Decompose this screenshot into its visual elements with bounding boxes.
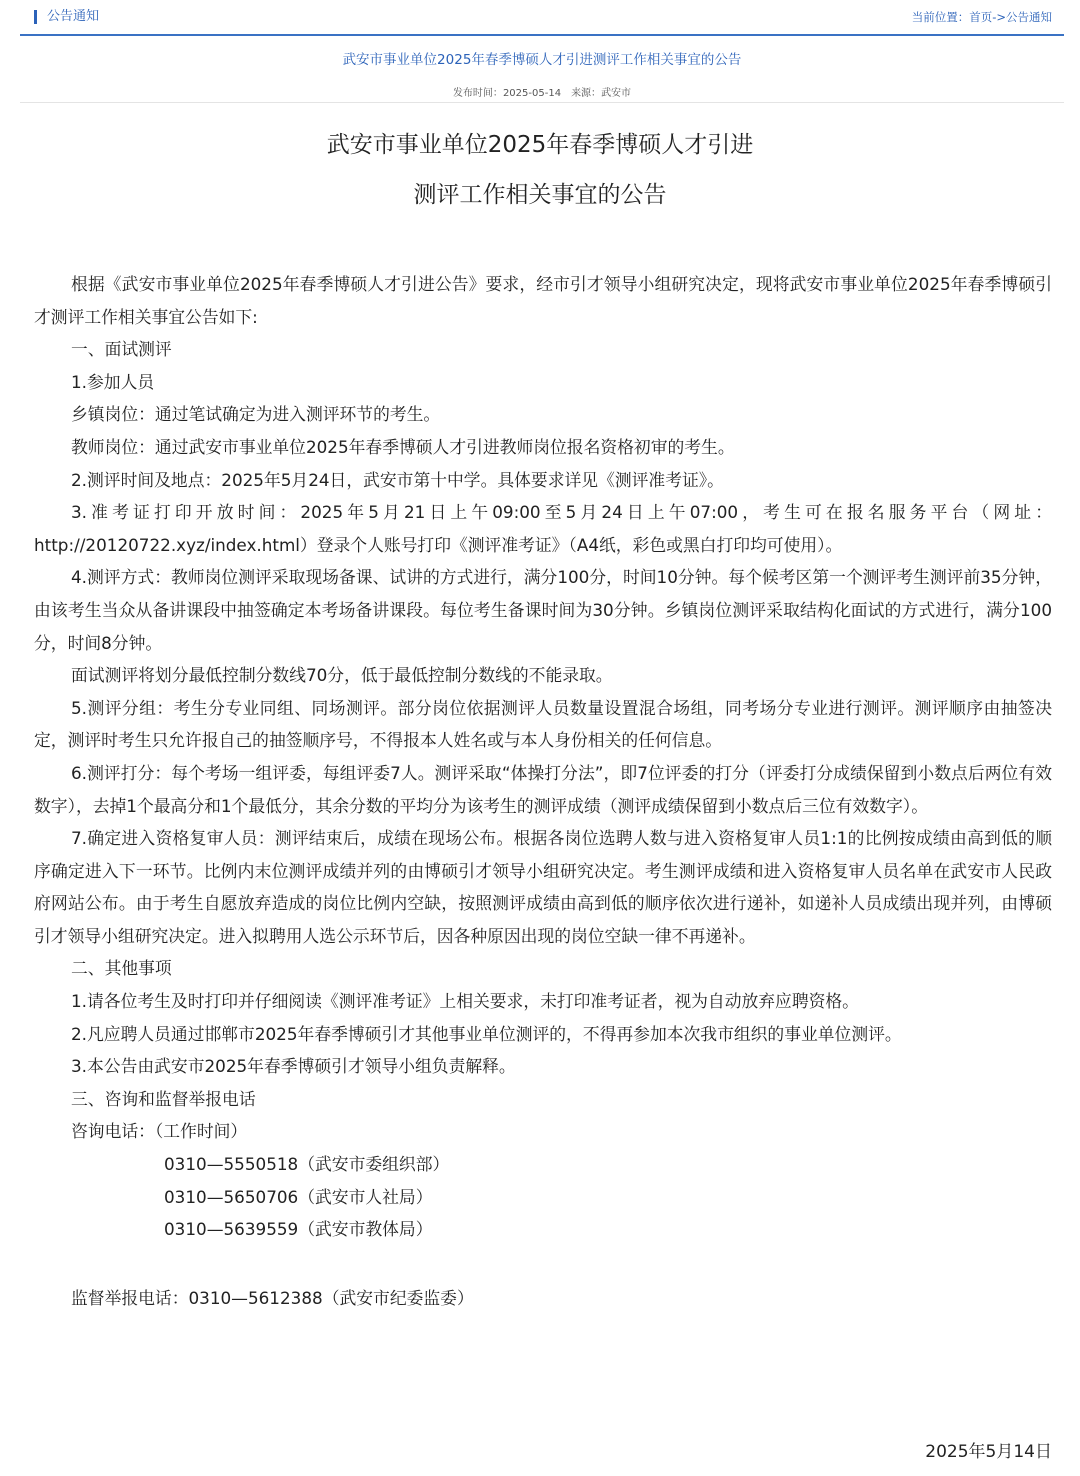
spacer (34, 1246, 1052, 1282)
page-title-line-2: 测评工作相关事宜的公告 (413, 182, 667, 208)
breadcrumb-prefix: 当前位置： (911, 10, 970, 24)
section-label: 公告通知 (34, 10, 99, 24)
top-bar (20, 0, 1064, 36)
publish-label: 发布时间： (452, 88, 503, 99)
article-body (34, 268, 1052, 1314)
source-label: 来源： (571, 88, 602, 99)
paragraph: 三、咨询和监督举报电话 (71, 1088, 256, 1109)
paragraph: 4.测评方式：教师岗位测评采取现场备课、试讲的方式进行，满分100分，时间10分钟。每个候考区第一个测评考生测评前35分钟，由该考生当众从备讲课段中抽签确定本考场备讲课段。每位考生备课时间为30分钟。乡镇岗位测评采取结构化面试的方式进行，满分100分，时间8分钟。 (34, 567, 1052, 653)
paragraph: 3.准考证打印开放时间：2025年5月21日上午09:00至5月24日上午07:00，考生可在报名服务平台（网址：http://20120722.xyz/index.html）登录个人账号打印《测评准考证》（A4纸，彩色或黑白打印均可使用）。 (34, 502, 1052, 555)
paragraph: 3.本公告由武安市2025年春季博硕引才领导小组负责解释。 (71, 1056, 516, 1077)
paragraph: 一、面试测评 (71, 339, 172, 360)
paragraph: 乡镇岗位：通过笔试确定为进入测评环节的考生。 (71, 404, 441, 425)
paragraph: 1.参加人员 (71, 371, 155, 392)
consult-phone: 0310—5650706（武安市人社局） (164, 1186, 433, 1207)
breadcrumb-separator: -> (992, 10, 1006, 24)
breadcrumb-home-link[interactable]: 首页 (969, 10, 993, 24)
paragraph: 2.凡应聘人员通过邯郸市2025年春季博硕引才其他事业单位测评的，不得再参加本次我市组织的事业单位测评。 (71, 1023, 902, 1044)
breadcrumb (912, 9, 1052, 25)
paragraph: 6.测评打分：每个考场一组评委，每组评委7人。测评采取“体操打分法”，即7位评委的打分（评委打分成绩保留到小数点后两位有效数字），去掉1个最高分和1个最低分，其余分数的平均分为该考生的测评成绩（测评成绩保留到小数点后三位有效数字）。 (34, 762, 1052, 816)
article-header (20, 36, 1064, 103)
paragraph: 1.请各位考生及时打印并仔细阅读《测评准考证》上相关要求，未打印准考证者，视为自动放弃应聘资格。 (71, 991, 859, 1012)
paragraph: 5.测评分组：考生分专业同组、同场测评。部分岗位依据测评人员数量设置混合场组，同考场分专业进行测评。测评顺序由抽签决定，测评时考生只允许报自己的抽签顺序号，不得报本人姓名或与本人身份相关的任何信息。 (34, 697, 1052, 751)
article-small-title: 武安市事业单位2025年春季博硕人才引进测评工作相关事宜的公告 (342, 52, 742, 68)
breadcrumb-current-link[interactable]: 公告通知 (1006, 10, 1052, 24)
publish-date: 2025-05-14 (502, 88, 562, 99)
paragraph: 根据《武安市事业单位2025年春季博硕人才引进公告》要求，经市引才领导小组研究决定，现将武安市事业单位2025年春季博硕引才测评工作相关事宜公告如下: (34, 274, 1052, 327)
page-title-line-1: 武安市事业单位2025年春季博硕人才引进 (326, 132, 754, 158)
paragraph: 教师岗位：通过武安市事业单位2025年春季博硕人才引进教师岗位报名资格初审的考生。 (71, 436, 735, 457)
paragraph: 2.测评时间及地点：2025年5月24日，武安市第十中学。具体要求详见《测评准考证》。 (71, 469, 724, 490)
source-value: 武安市 (601, 88, 632, 99)
supervise-phone: 监督举报电话：0310—5612388（武安市纪委监委） (71, 1287, 474, 1308)
paragraph: 7.确定进入资格复审人员：测评结束后，成绩在现场公布。根据各岗位选聘人数与进入资格复审人员1:1的比例按成绩由高到低的顺序确定进入下一环节。比例内末位测评成绩并列的由博硕引才领导小组研究决定。考生测评成绩和进入资格复审人员名单在武安市人民政府网站公布。由于考生自愿放弃造成的岗位比例内空缺，按照测评成绩由高到低的顺序依次进行递补，如递补人员成绩出现并列，由博硕引才领导小组研究决定。进入拟聘用人选公示环节后，因各种原因出现的岗位空缺一律不再递补。 (34, 828, 1052, 946)
consult-phone: 0310—5639559（武安市教体局） (164, 1219, 433, 1240)
paragraph: 咨询电话：（工作时间） (71, 1121, 248, 1142)
signature-date: 2025年5月14日 (925, 1442, 1052, 1462)
paragraph: 二、其他事项 (71, 958, 172, 979)
paragraph: 面试测评将划分最低控制分数线70分，低于最低控制分数线的不能录取。 (71, 665, 613, 686)
article-meta (20, 84, 1064, 99)
consult-phone: 0310—5550518（武安市委组织部） (164, 1154, 450, 1175)
